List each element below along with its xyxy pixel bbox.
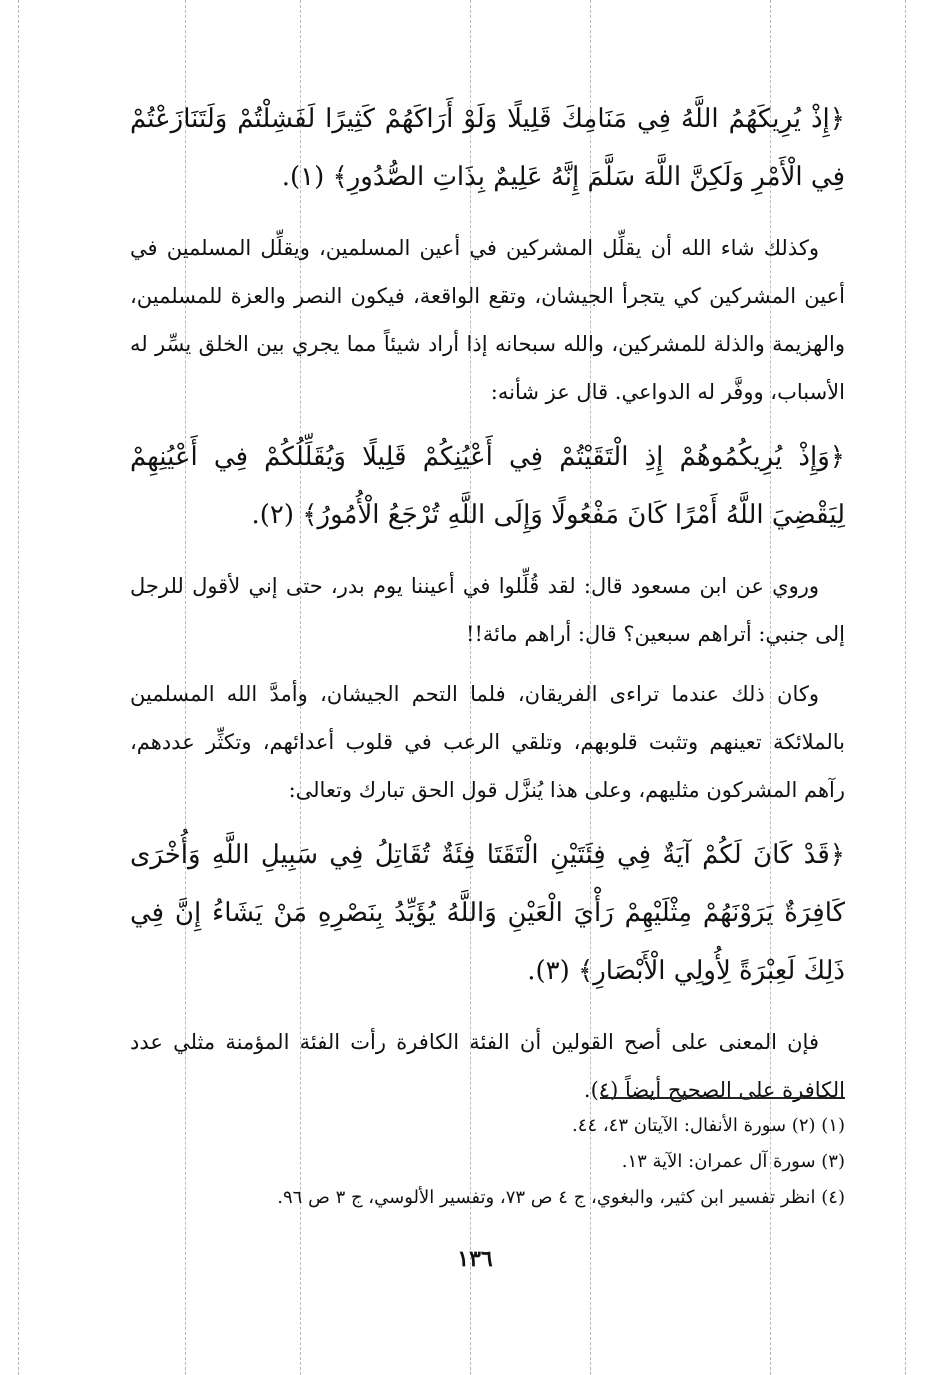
page-number: ١٣٦ — [457, 1246, 493, 1272]
footnotes — [130, 1108, 845, 1216]
footnote-separator — [600, 1097, 845, 1099]
scan-guide-line — [905, 0, 906, 1375]
scan-guide-line — [18, 0, 19, 1375]
footnote: (٣) سورة آل عمران: الآية ١٣. — [621, 1151, 845, 1172]
footnote: (١) (٢) سورة الأنفال: الآيتان ٤٣، ٤٤. — [572, 1115, 845, 1136]
prose-paragraph: وكذلك شاء الله أن يقلِّل المشركين في أعين المسلمين، ويقلِّل المسلمين في أعين المشركين كي يتجرأ الجيشان، وتقع الواقعة، فيكون النصر والعزة للمسلمين، والهزيمة والذلة للمشركين، والله سبحانه إذا أراد شيئاً مما يجري بين الخلق يسِّر له الأسباب، ووفَّر له الدواعي. قال عز شأنه: — [130, 236, 845, 404]
prose-paragraph: وكان ذلك عندما تراءى الفريقان، فلما التحم الجيشان، وأمدَّ الله المسلمين بالملائكة تعينهم وتثبت قلوبهم، وتلقي الرعب في قلوب أعدائهم، وتكثِّر عددهم، رآهم المشركون مثليهم، وعلى هذا يُنزَّل قول الحق تبارك وتعالى: — [130, 682, 845, 802]
prose-paragraph: وروي عن ابن مسعود قال: لقد قُلِّلوا في أعيننا يوم بدر، حتى إني لأقول للرجل إلى جنبي: أتراهم سبعين؟ قال: أراهم مائة!! — [130, 574, 845, 646]
prose-paragraph: فإن المعنى على أصح القولين أن الفئة الكافرة رأت الفئة المؤمنة مثلي عدد الكافرة على الصحيح أيضاً (٤). — [130, 1030, 845, 1102]
footnote: (٤) انظر تفسير ابن كثير، والبغوي، ج ٤ ص ٧٣، وتفسير الألوسي، ج ٣ ص ٩٦. — [277, 1187, 845, 1208]
quran-verse: ﴿إِذْ يُرِيكَهُمُ اللَّهُ فِي مَنَامِكَ قَلِيلًا وَلَوْ أَرَاكَهُمْ كَثِيرًا لَفَشِلْتُمْ وَلَتَنَازَعْتُمْ فِي الْأَمْرِ وَلَكِنَّ اللَّهَ سَلَّمَ إِنَّهُ عَلِيمٌ بِذَاتِ الصُّدُورِ﴾ (١). — [130, 104, 845, 192]
quran-verse: ﴿قَدْ كَانَ لَكُمْ آيَةٌ فِي فِئَتَيْنِ الْتَقَتَا فِئَةٌ تُقَاتِلُ فِي سَبِيلِ اللَّهِ وَأُخْرَى كَافِرَةٌ يَرَوْنَهُمْ مِثْلَيْهِمْ رَأْيَ الْعَيْنِ وَاللَّهُ يُؤَيِّدُ بِنَصْرِهِ مَنْ يَشَاءُ إِنَّ فِي ذَلِكَ لَعِبْرَةً لِأُولِي الْأَبْصَارِ﴾ (٣). — [130, 840, 845, 986]
main-text — [130, 90, 845, 1126]
quran-verse: ﴿وَإِذْ يُرِيكُمُوهُمْ إِذِ الْتَقَيْتُمْ فِي أَعْيُنِكُمْ قَلِيلًا وَيُقَلِّلُكُمْ فِي أَعْيُنِهِمْ لِيَقْضِيَ اللَّهُ أَمْرًا كَانَ مَفْعُولًا وَإِلَى اللَّهِ تُرْجَعُ الْأُمُورُ﴾ (٢). — [130, 442, 845, 530]
